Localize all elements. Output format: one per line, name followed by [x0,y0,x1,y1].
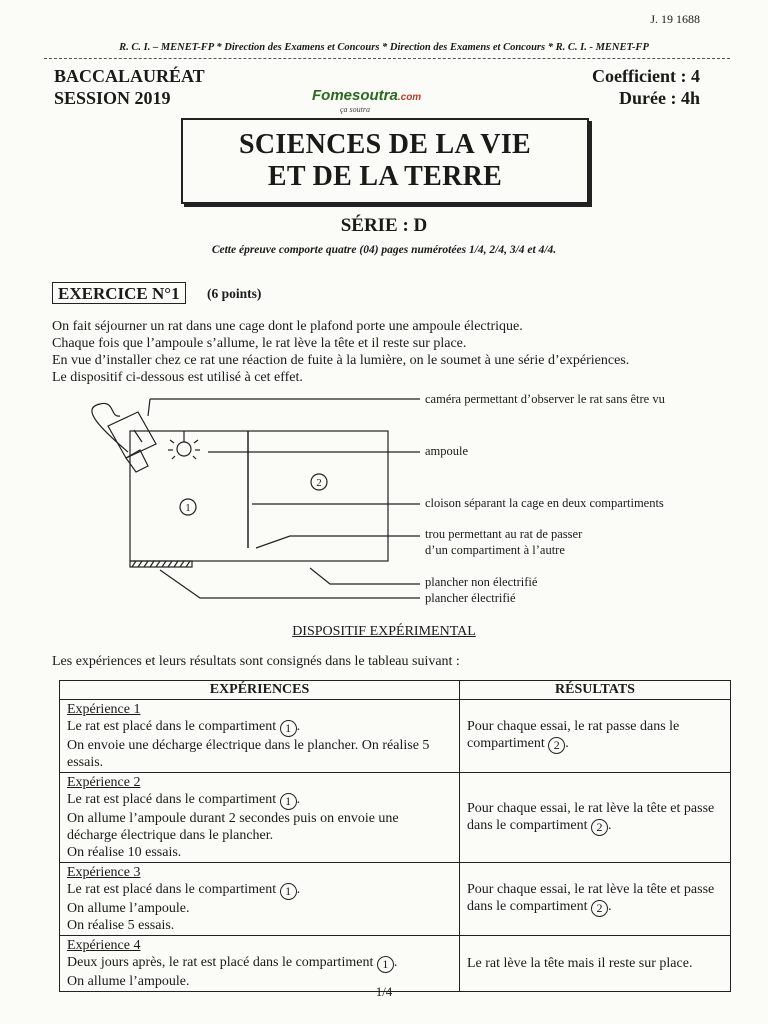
table-row [60,863,731,936]
result-cell: Le rat lève la tête mais il reste sur place. [460,936,731,992]
subject-title-box [181,118,589,204]
label-camera: caméra permettant d’observer le rat sans être vu [425,392,665,406]
diagram-caption: DISPOSITIF EXPÉRIMENTAL [292,624,476,639]
intro-line: Le dispositif ci-dessous est utilisé à cet effet. [52,370,303,385]
compartment-1-number: 1 [185,502,191,514]
table-row [60,700,731,773]
intro-line: On fait séjourner un rat dans une cage dont le plafond porte une ampoule électrique. [52,319,523,334]
exam-session: SESSION 2019 [54,88,171,108]
experience-title: Expérience 1 [67,702,141,717]
fomesoutra-logo: Fomesoutra.com [312,87,422,104]
duration: Durée : 4h [619,88,700,108]
serie-label: SÉRIE : D [340,215,428,236]
subject-title-line-1: SCIENCES DE LA VIE [239,129,531,160]
experience-line: On allume l’ampoule. [67,901,190,916]
page-number: 1/4 [375,984,393,999]
result-cell: Pour chaque essai, le rat passe dans le compartiment 2 . [460,700,731,773]
table-row [60,773,731,863]
experience-line: On envoie une décharge électrique dans le plancher. On réalise 5 essais. [67,738,430,770]
compartment-number: 2 [548,737,565,754]
experience-title: Expérience 4 [67,938,141,953]
compartment-number: 1 [280,720,297,737]
camera-icon [108,412,156,458]
compartment-number: 2 [591,819,608,836]
experience-cell: Expérience 1 Le rat est placé dans le compartiment 1 . On envoie une décharge électrique dans le plancher. On réalise 5 essais. [60,700,460,773]
header-experiences: EXPÉRIENCES [60,681,460,700]
header-divider [44,58,730,59]
experience-line: On allume l’ampoule durant 2 secondes puis on envoie une décharge électrique dans le plancher. [67,811,399,843]
experience-cell: Expérience 3 Le rat est placé dans le compartiment 1 . On allume l’ampoule. On réalise 5 essais. [60,863,460,936]
result-cell: Pour chaque essai, le rat lève la tête et passe dans le compartiment 2 . [460,773,731,863]
camera-cable [92,403,128,452]
subject-title-line-2: ET DE LA TERRE [267,161,503,192]
pages-note: Cette épreuve comporte quatre (04) pages numérotées 1/4, 2/4, 3/4 et 4/4. [211,244,557,256]
experiments-table [59,680,731,992]
compartment-number: 1 [280,793,297,810]
compartment-number: 2 [591,900,608,917]
exercise-points: (6 points) [207,286,262,301]
logo-tagline: ça soutra [340,105,370,114]
table-header-row [60,681,731,700]
result-cell: Pour chaque essai, le rat lève la tête et passe dans le compartiment 2 . [460,863,731,936]
coefficient: Coefficient : 4 [592,66,700,86]
label-non-electrified-floor: plancher non électrifié [425,575,538,589]
header-resultats: RÉSULTATS [460,681,731,700]
experience-title: Expérience 3 [67,865,141,880]
experience-line: On réalise 5 essais. [67,918,175,933]
document-reference: J. 19 1688 [650,12,700,26]
exam-name: BACCALAURÉAT [54,66,205,86]
experience-cell: Expérience 4 Deux jours après, le rat est placé dans le compartiment 1 . On allume l’ampoule. [60,936,460,992]
experience-line: On allume l’ampoule. [67,974,190,989]
label-partition: cloison séparant la cage en deux compartiments [425,496,664,510]
label-bulb: ampoule [425,444,469,458]
label-hole-2: d’un compartiment à l’autre [425,543,565,557]
compartment-2-number: 2 [316,477,322,489]
experience-line: On réalise 10 essais. [67,845,182,860]
intro-line: Chaque fois que l’ampoule s’allume, le rat lève la tête et il reste sur place. [52,336,467,351]
label-electrified-floor: plancher électrifié [425,591,516,605]
leader-hole [256,536,420,548]
intro-line: En vue d’installer chez ce rat une réaction de fuite à la lumière, on le soumet à une série d’expériences. [52,353,630,368]
exercise-intro [52,318,732,386]
apparatus-diagram [60,388,420,608]
compartment-number: 1 [377,956,394,973]
experience-title: Expérience 2 [67,775,141,790]
compartment-number: 1 [280,883,297,900]
table-intro: Les expériences et leurs résultats sont consignés dans le tableau suivant : [52,654,460,669]
ministry-header: R. C. I. – MENET-FP * Direction des Examens et Concours * Direction des Examens et Concours * R. C. I. - MENET-FP [119,42,649,53]
experience-cell: Expérience 2 Le rat est placé dans le compartiment 1 . On allume l’ampoule durant 2 secondes puis on envoie une décharge électrique dans le plancher. On réalise 10 essais. [60,773,460,863]
bulb-icon [177,442,191,456]
label-hole-1: trou permettant au rat de passer [425,527,583,541]
exercise-title: EXERCICE N°1 [52,282,186,304]
leader-non-electrified [310,568,420,584]
